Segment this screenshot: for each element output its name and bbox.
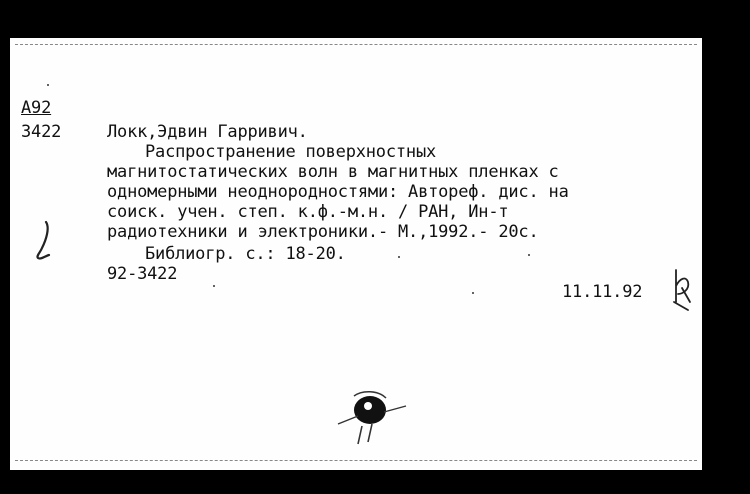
bottom-dashed-rule [15,460,697,461]
speck [398,256,400,258]
accession-number: 92-3422 [107,264,178,284]
speck [213,285,215,287]
title-line-5: радиотехники и электроники.- М.,1992.- 20с. [107,222,539,242]
date-stamp: 11.11.92 [562,282,643,302]
shelf-mark: A92 [21,98,52,118]
title-line-2: магнитостатических волн в магнитных пленках с [107,162,559,182]
author-heading: Локк,Эдвин Гарривич. [107,122,308,142]
speck [47,84,49,86]
title-line-3: одномерными неоднородностями: Автореф. дис. на [107,182,569,202]
title-line-1: Распространение поверхностных [145,142,437,162]
catalog-card [10,38,702,470]
bibliography-note: Библиогр. с.: 18-20. [145,244,346,264]
top-dashed-rule [15,44,697,45]
speck [528,254,530,256]
call-number: 3422 [21,122,62,142]
handwritten-initials-icon [670,268,694,312]
handwritten-mark-icon [32,218,58,260]
library-stamp-icon [328,386,408,446]
speck [472,292,474,294]
title-line-4: соиск. учен. степ. к.ф.-м.н. / РАН, Ин-т [107,202,509,222]
